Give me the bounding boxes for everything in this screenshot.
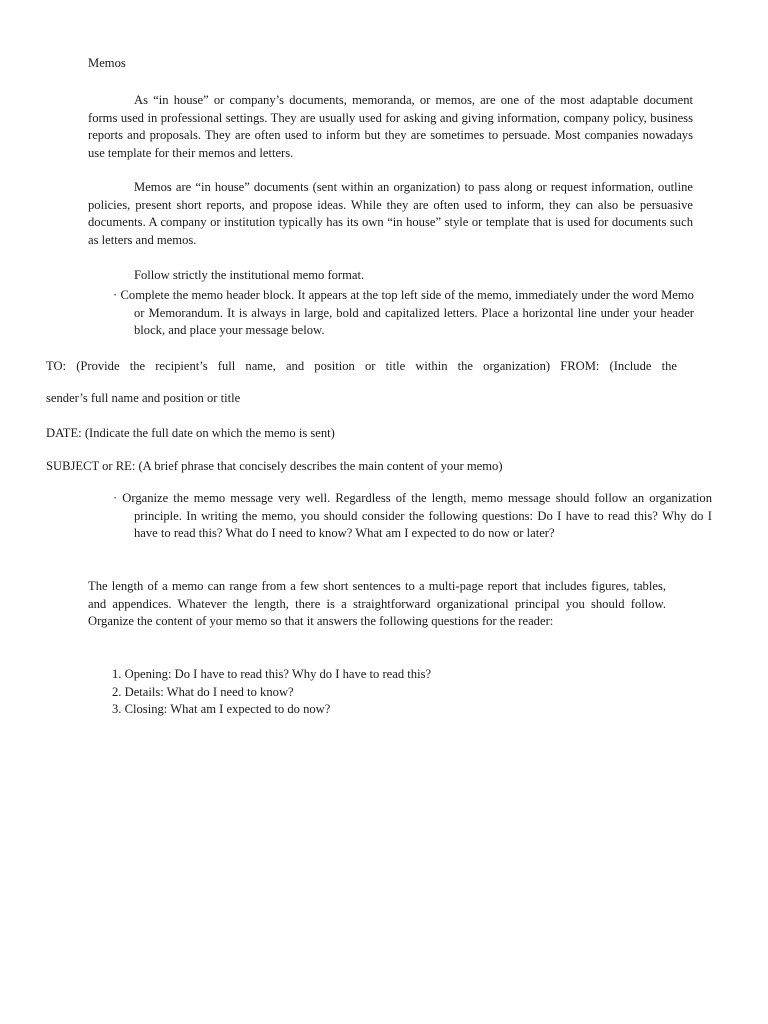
bullet-marker: · xyxy=(113,491,118,505)
subject-line: SUBJECT or RE: (A brief phrase that concisely describes the main content of your memo) xyxy=(46,459,503,473)
bullet-marker: · xyxy=(113,288,118,302)
to-line: TO: (Provide the recipient’s full name, and position or title within the organization) FROM: (Include the xyxy=(46,359,677,373)
paragraph-intro: As “in house” or company’s documents, memoranda, or memos, are one of the most adaptable document forms used in professional settings. They are usually used for asking and giving information, company policy, business reports and proposals. They are often used to inform but they are sometimes to persuade. Most companies nowadays use template for their memos and letters. xyxy=(88,93,693,160)
paragraph-in-house: Memos are “in house” documents (sent within an organization) to pass along or request information, outline policies, present short reports, and propose ideas. While they are often used to inform, they can also be persuasive documents. A company or institution typically has its own “in house” style or template that is used for documents such as letters and memos. xyxy=(88,180,693,247)
bullet-header-block-text: Complete the memo header block. It appears at the top left side of the memo, immediately under the word Memo or Memorandum. It is always in large, bold and capitalized letters. Place a horizontal line under your header block, and place your message below. xyxy=(120,288,694,338)
document-heading: Memos xyxy=(88,56,126,70)
bullet-organize-message-text: Organize the memo message very well. Regardless of the length, memo message should follow an organization principle. In writing the memo, you should consider the following questions: Do I have to read this? Why do I have to read this? What do I need to know? What am I expected to do now or later? xyxy=(122,491,712,541)
to-line-continued: sender’s full name and position or title xyxy=(46,391,241,405)
date-line: DATE: (Indicate the full date on which the memo is sent) xyxy=(46,426,335,440)
list-item: 1. Opening: Do I have to read this? Why do I have to read this? xyxy=(112,667,432,681)
bullet-organize-message xyxy=(113,490,712,543)
list-item: 3. Closing: What am I expected to do now? xyxy=(112,702,331,717)
reader-questions-list xyxy=(112,666,431,719)
paragraph-memo-length: The length of a memo can range from a few short sentences to a multi-page report that includes figures, tables, and appendices. Whatever the length, there is a straightforward organizational principal you should follow. Organize the content of your memo so that it answers the following questions for the reader: xyxy=(88,579,666,629)
list-item: 2. Details: What do I need to know? xyxy=(112,684,294,699)
bullet-header-block xyxy=(113,287,694,340)
paragraph-follow-format: Follow strictly the institutional memo format. xyxy=(134,268,365,282)
